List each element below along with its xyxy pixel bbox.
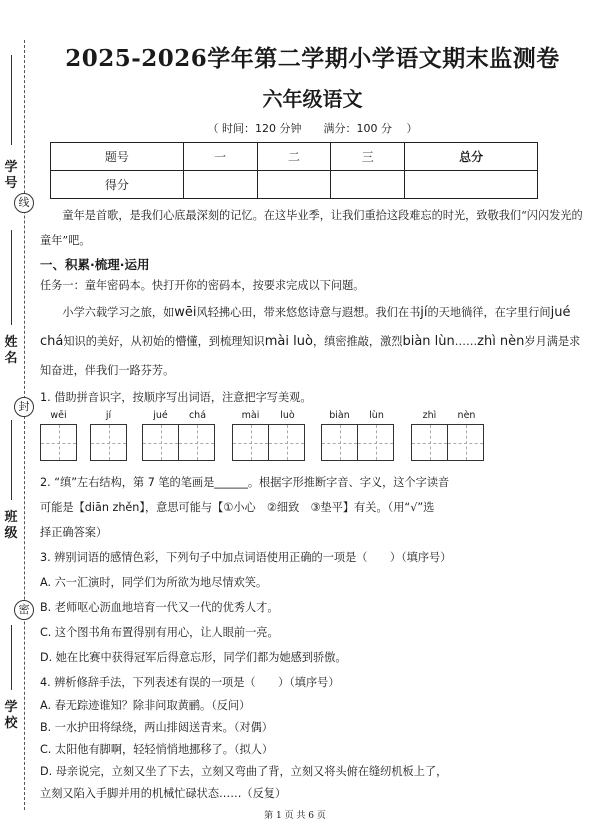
score-cell[interactable] <box>405 171 538 199</box>
writing-group <box>232 410 306 461</box>
question-4-option-b: B. 一水护田将绿绕，两山排闼送青来。（对偶） <box>40 721 273 734</box>
score-cell[interactable] <box>183 171 257 199</box>
question-3-option-a: A. 六一汇演时，同学们为所欲为地尽情欢笑。 <box>40 576 268 589</box>
score-cell[interactable] <box>331 171 405 199</box>
score-header-cell: 三 <box>331 143 405 171</box>
question-3-option-c: C. 这个图书角布置得别有用心，让人眼前一亮。 <box>40 626 279 639</box>
seal-secret-mark: 密 <box>14 600 34 620</box>
pinyin-inline: zhì nèn <box>477 334 525 349</box>
writing-group <box>40 410 77 461</box>
intro-paragraph: 童年是首歌，是我们心底最深刻的记忆。在这毕业季，让我们重拾这段难忘的时光，致敬我们“闪闪发光的童年”吧。 <box>40 209 583 247</box>
task-passage <box>40 298 585 385</box>
score-row-label: 得分 <box>51 171 184 199</box>
exam-page <box>40 0 585 805</box>
score-table <box>50 142 538 199</box>
passage-text: 的天地徜徉，在字里行间 <box>427 306 551 319</box>
question-4-option-a: A. 春无踪迹谁知？除非问取黄鹂。（反问） <box>40 699 251 712</box>
writing-group <box>321 410 395 461</box>
exam-subtitle: 六年级语文 <box>262 87 363 111</box>
binding-margin <box>0 0 44 835</box>
pinyin-label: luò <box>280 410 295 421</box>
writing-box[interactable] <box>448 424 484 461</box>
score-header-cell: 二 <box>257 143 331 171</box>
writing-group <box>411 410 485 461</box>
score-cell[interactable] <box>257 171 331 199</box>
passage-text: 岁月满是求知奋进，伴我们一路芬芳。 <box>40 335 581 377</box>
pinyin-label: zhì <box>422 410 437 421</box>
question-4-option-d: D. 母亲说完，立刻又坐了下去，立刻又弯曲了背，立刻又将头俯在缝纫机板上了， <box>40 765 448 778</box>
writing-box[interactable] <box>269 424 305 461</box>
writing-box[interactable] <box>142 424 179 461</box>
blank-line <box>11 625 12 690</box>
pinyin-inline: jué chá <box>40 305 571 349</box>
question-2-line: 择正确答案） <box>40 526 108 539</box>
page-footer: 第 1 页 共 6 页 <box>264 811 326 821</box>
label-class: 班 级 <box>4 510 18 541</box>
writing-box[interactable] <box>179 424 215 461</box>
task-text: 任务一：童年密码本。快打开你的密码本，按要求完成以下问题。 <box>40 279 365 292</box>
exam-meta: （ 时间：120 分钟 满分：100 分 ） <box>207 122 418 135</box>
question-1-text: 1. 借助拼音识字，按顺序写出词语，注意把字写美观。 <box>40 391 312 404</box>
pinyin-label: chá <box>188 410 207 421</box>
seal-seal-mark: 封 <box>14 397 34 417</box>
question-2-line: 可能是【diān zhěn】，意思可能与【①小心 ②细致 ③垫平】有关。（用“√”选 <box>40 501 435 514</box>
pinyin-label: mài <box>241 410 260 421</box>
writing-box[interactable] <box>90 424 127 461</box>
label-school: 学 校 <box>4 700 18 731</box>
writing-grid <box>40 410 585 470</box>
pinyin-inline: mài luò <box>264 334 313 349</box>
writing-group <box>90 410 127 461</box>
writing-box[interactable] <box>411 424 448 461</box>
seal-line-mark: 线 <box>14 193 34 213</box>
question-4-option-d-cont: 立刻又陷入手脚并用的机械忙碌状态……（反复） <box>40 787 287 800</box>
pinyin-inline: biàn lùn <box>402 334 455 349</box>
passage-text: 风轻拂心田，带来悠悠诗意与遐想。我们在书 <box>196 306 421 319</box>
pinyin-label: jí <box>105 410 112 421</box>
exam-title: 2025-2026学年第二学期小学语文期末监测卷 <box>65 45 560 72</box>
question-3-option-d: D. 她在比赛中获得冠军后得意忘形，同学们都为她感到骄傲。 <box>40 651 347 664</box>
pinyin-label: lùn <box>369 410 384 421</box>
blank-line <box>11 55 12 145</box>
score-table-header-row <box>51 143 538 171</box>
section-heading: 一、积累·梳理·运用 <box>40 257 150 272</box>
score-header-cell: 题号 <box>51 143 184 171</box>
blank-line <box>11 420 12 500</box>
writing-box[interactable] <box>40 424 77 461</box>
passage-text: ，缜密推敲，激烈 <box>312 335 403 348</box>
question-2-line: 2. “缜”左右结构，第 7 笔的笔画是______。根据字形推断字音、字义，这个字读音 <box>40 476 450 489</box>
writing-group <box>142 410 216 461</box>
score-header-cell: 一 <box>183 143 257 171</box>
pinyin-label: biàn <box>329 410 350 421</box>
question-3-option-b: B. 老师呕心沥血地培育一代又一代的优秀人才。 <box>40 601 279 614</box>
binding-dashed-line <box>24 40 25 810</box>
question-4-option-c: C. 太阳他有脚啊，轻轻悄悄地挪移了。（拟人） <box>40 743 274 756</box>
passage-text: 小学六载学习之旅，如 <box>62 306 175 319</box>
pinyin-inline: jí <box>420 305 428 320</box>
score-header-cell: 总分 <box>405 143 538 171</box>
writing-box[interactable] <box>232 424 269 461</box>
score-table-row <box>51 171 538 199</box>
writing-box[interactable] <box>358 424 394 461</box>
pinyin-label: nèn <box>457 410 476 421</box>
blank-line <box>11 230 12 325</box>
writing-box[interactable] <box>321 424 358 461</box>
label-student-id: 学 号 <box>4 160 18 191</box>
question-4-stem: 4. 辨析修辞手法，下列表述有误的一项是（ ）（填序号） <box>40 676 340 689</box>
passage-text: …… <box>454 335 478 348</box>
label-name: 姓 名 <box>4 335 18 366</box>
pinyin-label: wēi <box>50 410 67 421</box>
pinyin-label: jué <box>153 410 168 421</box>
question-3-stem: 3. 辨别词语的感情色彩，下列句子中加点词语使用正确的一项是（ ）（填序号） <box>40 551 452 564</box>
pinyin-inline: wēi <box>174 305 197 320</box>
passage-text: 知识的美好，从初始的懵懂，到梳理知识 <box>63 335 265 348</box>
